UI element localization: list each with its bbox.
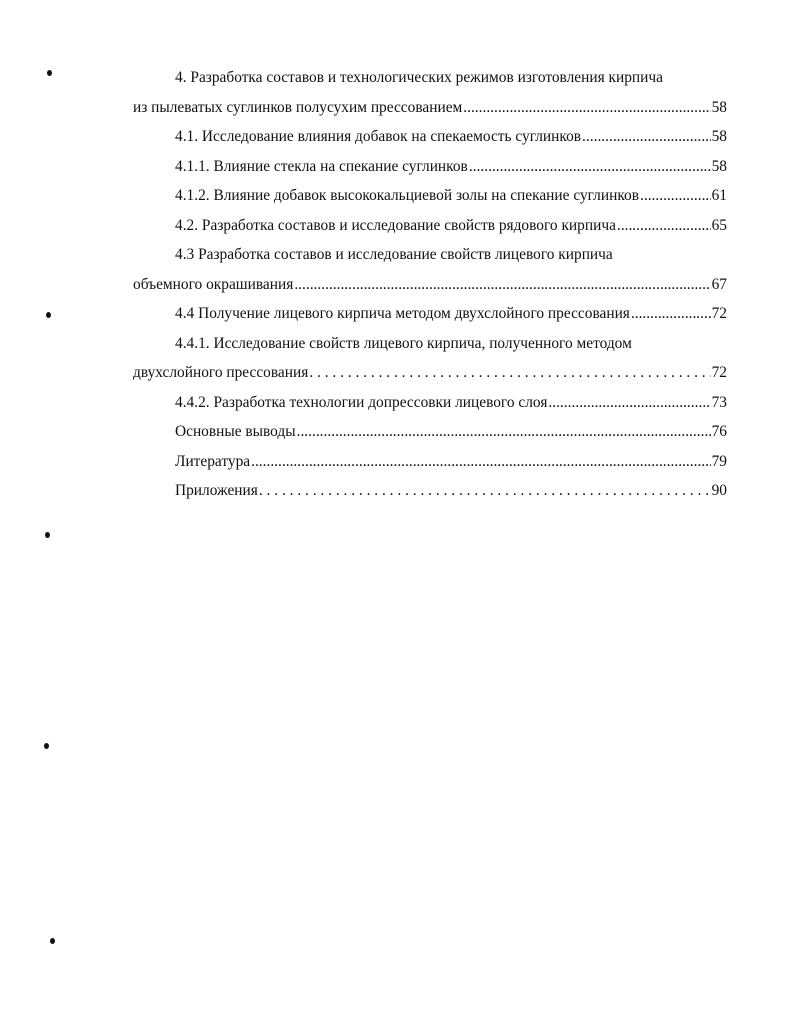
toc-page-number: 58 bbox=[711, 128, 727, 145]
toc-entry-4-1-1[interactable] bbox=[133, 152, 727, 182]
dot-leader bbox=[463, 93, 710, 123]
toc-entry-line bbox=[133, 122, 727, 152]
toc-entry-appendices[interactable] bbox=[133, 476, 727, 506]
toc-entry-conclusions[interactable] bbox=[133, 417, 727, 447]
toc-entry-line bbox=[133, 152, 727, 182]
toc-entry-line bbox=[133, 270, 727, 300]
dot-leader bbox=[631, 299, 711, 329]
toc-entry-line bbox=[133, 63, 727, 93]
toc-entry-line bbox=[133, 447, 727, 477]
toc-entry-4-1[interactable] bbox=[133, 122, 727, 152]
toc-entry-4-4-2[interactable] bbox=[133, 388, 727, 418]
toc-page-number: 65 bbox=[711, 216, 727, 234]
dot-leader bbox=[469, 152, 711, 182]
toc-page-number: 72 bbox=[711, 364, 727, 381]
toc-entry-4-4-1[interactable] bbox=[133, 329, 727, 388]
toc-entry-title: 4.4.2. Разработка технологии допрессовки лицевого слоя bbox=[175, 393, 548, 411]
toc-page-number: 73 bbox=[711, 393, 727, 411]
toc-page-number: 79 bbox=[711, 452, 727, 470]
toc-entry-4-1-2[interactable] bbox=[133, 181, 727, 211]
dot-leader bbox=[582, 122, 711, 152]
toc-entry-title: 4. Разработка составов и технологических режимов изготовления кирпича bbox=[175, 69, 663, 86]
dot-leader bbox=[294, 270, 710, 300]
toc-page-number: 58 bbox=[711, 157, 727, 175]
toc-entry-title: 4.4 Получение лицевого кирпича методом двухслойного прессования bbox=[175, 305, 630, 322]
toc-entry-title: 4.4.1. Исследование свойств лицевого кирпича, полученного методом bbox=[175, 334, 632, 352]
toc-entry-title-continued: из пылеватых суглинков полусухим прессованием bbox=[133, 98, 463, 116]
toc-entry-4-2[interactable] bbox=[133, 211, 727, 241]
toc-entry-line bbox=[133, 358, 727, 388]
toc-entry-title: 4.1. Исследование влияния добавок на спекаемость суглинков bbox=[175, 128, 582, 145]
toc-page-number: 67 bbox=[711, 275, 727, 293]
toc-entry-title: Основные выводы bbox=[175, 423, 296, 440]
toc-entry-4-3[interactable] bbox=[133, 240, 727, 299]
toc-entry-line bbox=[133, 388, 727, 418]
toc-entry-line bbox=[133, 93, 727, 123]
dot-leader bbox=[548, 388, 710, 418]
margin-bullet-mark bbox=[45, 532, 50, 538]
toc-page-number: 61 bbox=[711, 187, 727, 204]
toc-entry-line bbox=[133, 211, 727, 241]
dot-leader bbox=[640, 181, 711, 211]
margin-bullet-mark bbox=[46, 312, 51, 318]
toc-entry-title: 4.2. Разработка составов и исследование свойств рядового кирпича bbox=[175, 216, 616, 234]
toc-entry-line bbox=[133, 476, 727, 506]
toc-entry-title: 4.1.1. Влияние стекла на спекание суглинков bbox=[175, 157, 468, 175]
toc-entry-line bbox=[133, 240, 727, 270]
margin-bullet-mark bbox=[50, 938, 55, 944]
toc-entry-title: Литература bbox=[175, 452, 251, 470]
toc-page-number: 76 bbox=[711, 423, 727, 440]
toc-entry-title-continued: двухслойного прессования bbox=[133, 364, 309, 381]
toc-page-number: 90 bbox=[711, 482, 727, 499]
toc-entry-line bbox=[133, 329, 727, 359]
toc-page-number: 58 bbox=[711, 98, 727, 116]
toc-page-number: 72 bbox=[711, 305, 727, 322]
toc-entry-title-continued: объемного окрашивания bbox=[133, 275, 294, 293]
dot-leader bbox=[297, 417, 711, 447]
toc-entry-4-4[interactable] bbox=[133, 299, 727, 329]
dot-leader bbox=[309, 358, 710, 388]
toc-entry-line bbox=[133, 417, 727, 447]
dot-leader bbox=[251, 447, 711, 477]
toc-entry-4[interactable] bbox=[133, 63, 727, 122]
margin-bullet-mark bbox=[47, 70, 52, 76]
toc-entry-title: 4.1.2. Влияние добавок высококальциевой золы на спекание суглинков bbox=[175, 187, 639, 204]
toc-entry-line bbox=[133, 181, 727, 211]
toc-entry-title: Приложения bbox=[175, 482, 258, 499]
toc-entry-title: 4.3 Разработка составов и исследование свойств лицевого кирпича bbox=[175, 246, 613, 263]
dot-leader bbox=[617, 211, 711, 241]
dot-leader bbox=[259, 476, 711, 506]
toc-entry-line bbox=[133, 299, 727, 329]
table-of-contents bbox=[133, 63, 727, 506]
margin-bullet-mark bbox=[44, 743, 49, 749]
toc-entry-literature[interactable] bbox=[133, 447, 727, 477]
